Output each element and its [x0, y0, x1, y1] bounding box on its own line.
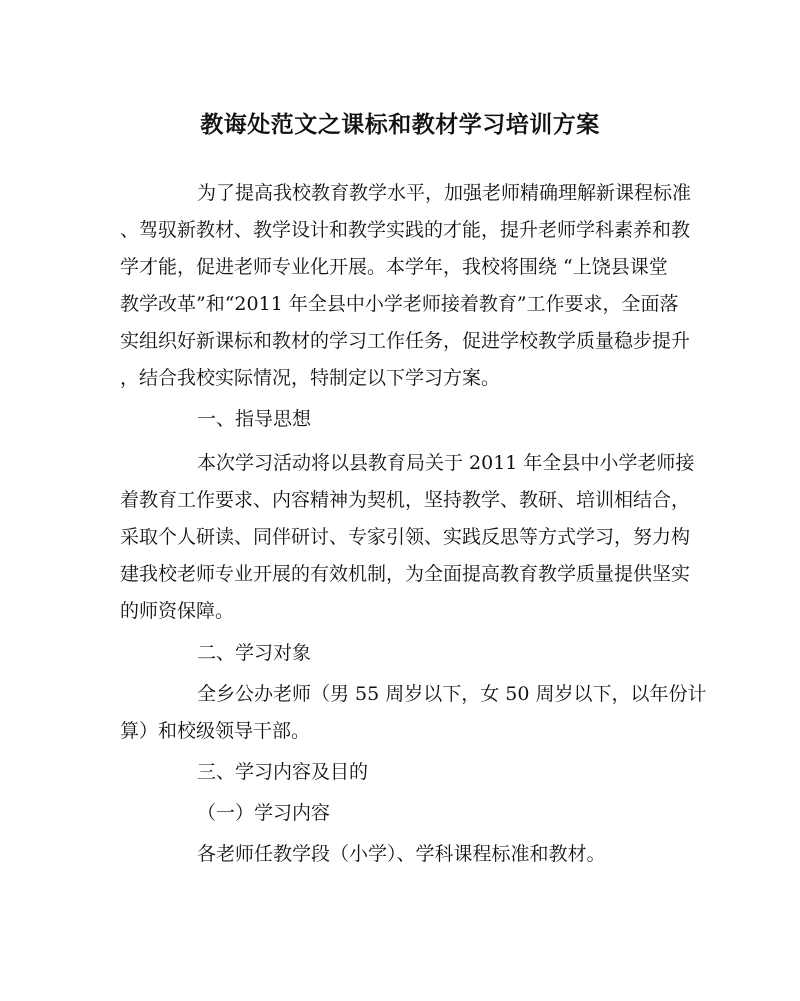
paragraph-intro-line-3: 学才能，促进老师专业化开展。本学年，我校将围绕 “上饶县课堂	[120, 256, 668, 278]
section-heading-content-purpose: 三、学习内容及目的	[197, 761, 369, 783]
paragraph-guiding-line-2: 着教育工作要求、内容精神为契机，坚持教学、教研、培训相结合，	[120, 489, 691, 511]
document-title: 教诲处范文之课标和教材学习培训方案	[200, 111, 600, 138]
subsection-heading-learning-content: （一）学习内容	[197, 802, 331, 824]
paragraph-intro-line-1: 为了提高我校教育教学水平，加强老师精确理解新课程标准	[197, 182, 692, 204]
section-heading-guiding-ideology: 一、指导思想	[197, 408, 312, 430]
paragraph-guiding-line-4: 建我校老师专业开展的有效机制，为全面提高教育教学质量提供坚实	[120, 563, 691, 585]
paragraph-content-line-1: 各老师任教学段（小学）、学科课程标准和教材。	[197, 843, 606, 865]
paragraph-guiding-line-1: 本次学习活动将以县教育局关于 2011 年全县中小学老师接	[197, 452, 695, 474]
paragraph-intro-line-6: ，结合我校实际情况，特制定以下学习方案。	[120, 367, 501, 389]
paragraph-guiding-line-3: 采取个人研读、同伴研讨、专家引领、实践反思等方式学习，努力构	[120, 526, 691, 548]
paragraph-guiding-line-5: 的师资保障。	[120, 600, 235, 622]
section-heading-learning-targets: 二、学习对象	[197, 642, 312, 664]
paragraph-targets-line-1: 全乡公办老师（男 55 周岁以下，女 50 周岁以下，以年份计	[197, 683, 707, 705]
paragraph-intro-line-4: 教学改革”和“2011 年全县中小学老师接着教育”工作要求，全面落	[120, 293, 679, 315]
paragraph-intro-line-2: 、驾驭新教材、教学设计和教学实践的才能，提升老师学科素养和教	[120, 219, 691, 241]
paragraph-intro-line-5: 实组织好新课标和教材的学习工作任务，促进学校教学质量稳步提升	[120, 330, 691, 352]
paragraph-targets-line-2: 算）和校级领导干部。	[120, 720, 311, 742]
